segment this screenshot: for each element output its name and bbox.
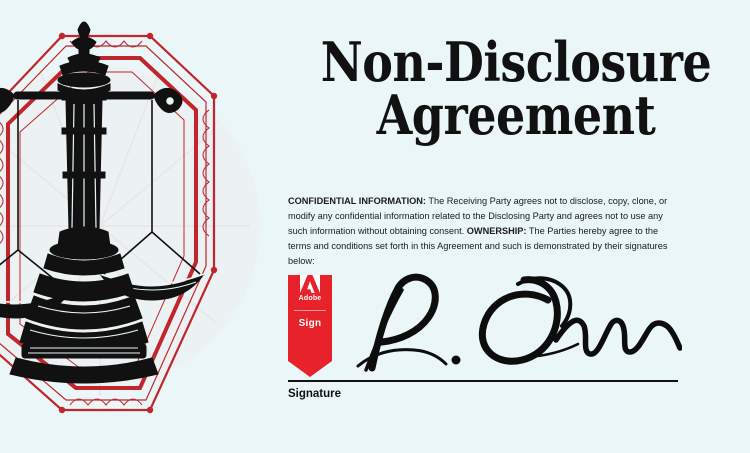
adobe-sign-tag[interactable] bbox=[288, 268, 332, 377]
scales-of-justice-artwork bbox=[0, 0, 262, 453]
confidential-information-label: CONFIDENTIAL INFORMATION: bbox=[288, 196, 426, 207]
ownership-text: The Parties hereby agree to the terms and conditions set forth in this Agreement and such is demonstrated by their signatures below: bbox=[288, 226, 668, 267]
signature-label: Signature bbox=[288, 388, 342, 400]
scales-of-justice-icon bbox=[0, 0, 262, 453]
adobe-sign-tag-point bbox=[288, 361, 332, 377]
agreement-content bbox=[282, 0, 750, 453]
adobe-brand-label: Adobe bbox=[298, 295, 322, 302]
handwritten-signature[interactable] bbox=[342, 270, 682, 378]
document-title bbox=[282, 30, 750, 148]
agreement-clauses bbox=[288, 194, 670, 269]
ownership-label: OWNERSHIP: bbox=[466, 226, 527, 237]
confidential-information-text: The Receiving Party agrees not to disclose, copy, clone, or modify any confidential information related to the Disclosing Party and agrees not to use any such information without obtaining consent. bbox=[288, 196, 668, 237]
document-title-line-2: Agreement bbox=[376, 83, 656, 148]
adobe-sign-product-label: Sign bbox=[294, 310, 326, 329]
adobe-sign-tag-body bbox=[288, 275, 332, 361]
document-title-line-1: Non-Disclosure bbox=[320, 30, 712, 94]
signature-line bbox=[288, 380, 678, 382]
signature-block bbox=[288, 268, 680, 408]
adobe-logo-icon bbox=[300, 275, 320, 293]
